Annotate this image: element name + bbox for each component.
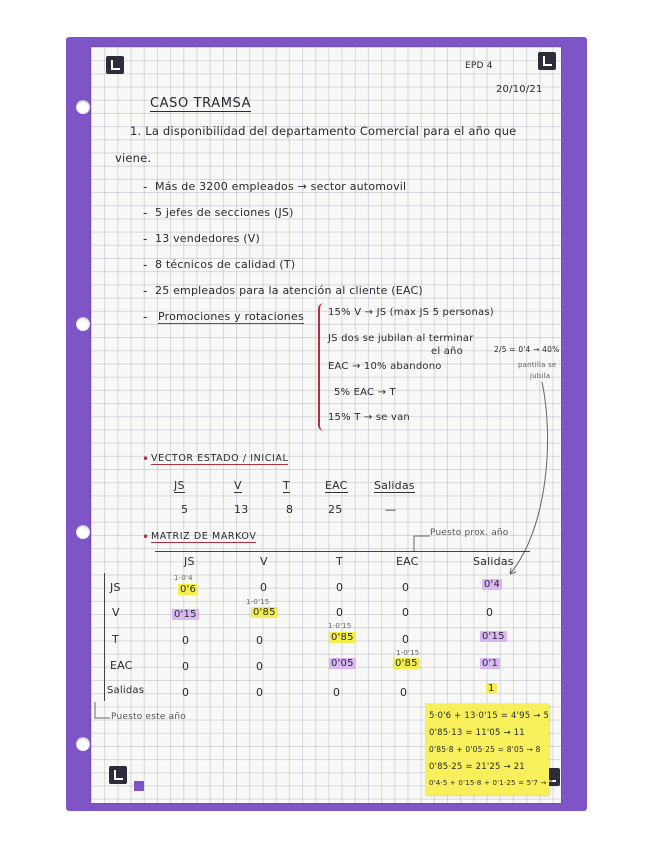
sticky-line-3: 0'85·8 + 0'05·25 = 8'05 → 8 [429, 745, 541, 754]
annotation-3: 1-0'15 [328, 622, 352, 630]
cell-eac-eac: 0'85 [395, 658, 418, 669]
row-header-eac: EAC [110, 659, 133, 672]
cell-salidas-js: 0 [182, 686, 190, 699]
col-header-eac: EAC [396, 555, 419, 568]
sticky-line-4: 0'85·25 = 21'25 → 21 [429, 762, 525, 772]
cell-v-salidas: 0 [486, 606, 494, 619]
question-line-1: 1. La disponibilidad del departamento Comercial para el año que [130, 124, 517, 138]
row-header-t: T [112, 633, 119, 646]
cell-salidas-v: 0 [256, 686, 264, 699]
cell-eac-t: 0'05 [331, 658, 354, 669]
corner-logo-icon-top-left [106, 56, 124, 74]
bullet-4: 8 técnicos de calidad (T) [155, 258, 296, 271]
annotation-2: 1-0'15 [246, 598, 270, 606]
punch-hole-2 [76, 317, 90, 331]
matrix-bullet: • [142, 530, 150, 544]
sticky-line-1: 5·0'6 + 13·0'15 = 4'95 → 5 [429, 711, 550, 721]
matrix-left-rule [104, 573, 105, 701]
vector-bullet: • [142, 452, 150, 466]
bullet-dash-2: - [143, 206, 148, 220]
page-title: CASO TRAMSA [150, 96, 252, 111]
cell-v-eac: 0 [402, 606, 410, 619]
cell-t-eac: 0 [402, 633, 410, 646]
vector-value-js: 5 [181, 503, 189, 516]
vector-value-salidas: — [385, 503, 397, 516]
row-header-salidas: Salidas [107, 685, 145, 696]
color-square-icon [134, 781, 144, 791]
promo-calc: 2/5 = 0'4 → 40% [494, 345, 560, 354]
cell-t-v: 0 [256, 634, 264, 647]
cell-eac-v: 0 [256, 660, 264, 673]
cell-t-salidas: 0'15 [482, 631, 505, 642]
cell-js-v: 0 [260, 581, 268, 594]
vector-header-t: T [283, 479, 290, 492]
bullet-dash-6: - [143, 310, 148, 324]
row-header-v: V [112, 606, 120, 619]
vector-header-salidas: Salidas [374, 479, 415, 492]
row-header-js: JS [110, 581, 121, 594]
vector-value-eac: 25 [328, 503, 343, 516]
promo-item-2: JS dos se jubilan al terminar [328, 333, 474, 344]
bullet-dash-1: - [143, 180, 148, 194]
vector-header-js: JS [174, 479, 185, 492]
promo-item-3: el año [431, 346, 463, 357]
cell-v-t: 0 [336, 606, 344, 619]
annotation-4: 1-0'15 [396, 649, 420, 657]
cell-js-t: 0 [336, 581, 344, 594]
promo-item-1: 15% V → JS (max JS 5 personas) [328, 307, 494, 318]
cell-js-salidas: 0'4 [484, 579, 501, 590]
promo-item-5: 5% EAC → T [334, 387, 396, 398]
cell-js-eac: 0 [402, 581, 410, 594]
question-line-2: viene. [115, 151, 152, 165]
sticky-line-5: 0'4·5 + 0'15·8 + 0'1·25 = 5'7 → 6 [429, 779, 554, 787]
matrix-top-rule [155, 551, 530, 552]
cell-js-js: 0'6 [180, 584, 197, 595]
vector-value-t: 8 [286, 503, 294, 516]
cell-v-js: 0'15 [174, 609, 197, 620]
vector-value-v: 13 [234, 503, 249, 516]
corner-logo-icon-top-right [538, 52, 556, 70]
bullet-dash-3: - [143, 232, 148, 246]
cell-t-js: 0 [182, 634, 190, 647]
bullet-6: Promociones y rotaciones [158, 310, 304, 323]
annotation-1: 1-0'4 [174, 574, 193, 582]
cell-t-t: 0'85 [331, 632, 354, 643]
cell-salidas-salidas: 1 [488, 683, 495, 694]
col-header-salidas: Salidas [473, 555, 514, 568]
cell-salidas-eac: 0 [400, 686, 408, 699]
promo-item-6: 15% T → se van [328, 412, 410, 423]
promo-note-2: jubila [530, 372, 551, 380]
bullet-dash-4: - [143, 258, 148, 272]
cell-eac-js: 0 [182, 660, 190, 673]
col-header-js: JS [184, 555, 195, 568]
bullet-1: Más de 3200 empleados → sector automovil [155, 180, 407, 193]
matrix-note-this: Puesto este año [111, 712, 186, 722]
col-header-t: T [336, 555, 343, 568]
punch-hole-1 [76, 100, 90, 114]
col-header-v: V [260, 555, 268, 568]
sticky-line-2: 0'85·13 = 11'05 → 11 [429, 728, 525, 738]
cell-v-v: 0'85 [253, 607, 276, 618]
vector-header-eac: EAC [325, 479, 348, 492]
header-date: 20/10/21 [496, 84, 543, 95]
promo-item-4: EAC → 10% abandono [328, 361, 442, 372]
sticky-note [425, 703, 554, 795]
punch-hole-3 [76, 525, 90, 539]
bullet-5: 25 empleados para la atención al cliente (EAC) [155, 284, 423, 297]
header-code: EPD 4 [465, 61, 493, 71]
matrix-title: MATRIZ DE MARKOV [151, 531, 257, 542]
corner-logo-icon-bottom-left [109, 766, 127, 784]
matrix-note-next: Puesto prox. año [430, 528, 509, 538]
vector-header-v: V [234, 479, 242, 492]
vector-title: VECTOR ESTADO / INICIAL [151, 453, 289, 464]
cell-eac-salidas: 0'1 [482, 658, 499, 669]
promo-note-1: pantilla se [518, 361, 557, 369]
cell-salidas-t: 0 [333, 686, 341, 699]
bullet-dash-5: - [143, 284, 148, 298]
bullet-2: 5 jefes de secciones (JS) [155, 206, 294, 219]
bullet-3: 13 vendedores (V) [155, 232, 260, 245]
punch-hole-4 [76, 737, 90, 751]
